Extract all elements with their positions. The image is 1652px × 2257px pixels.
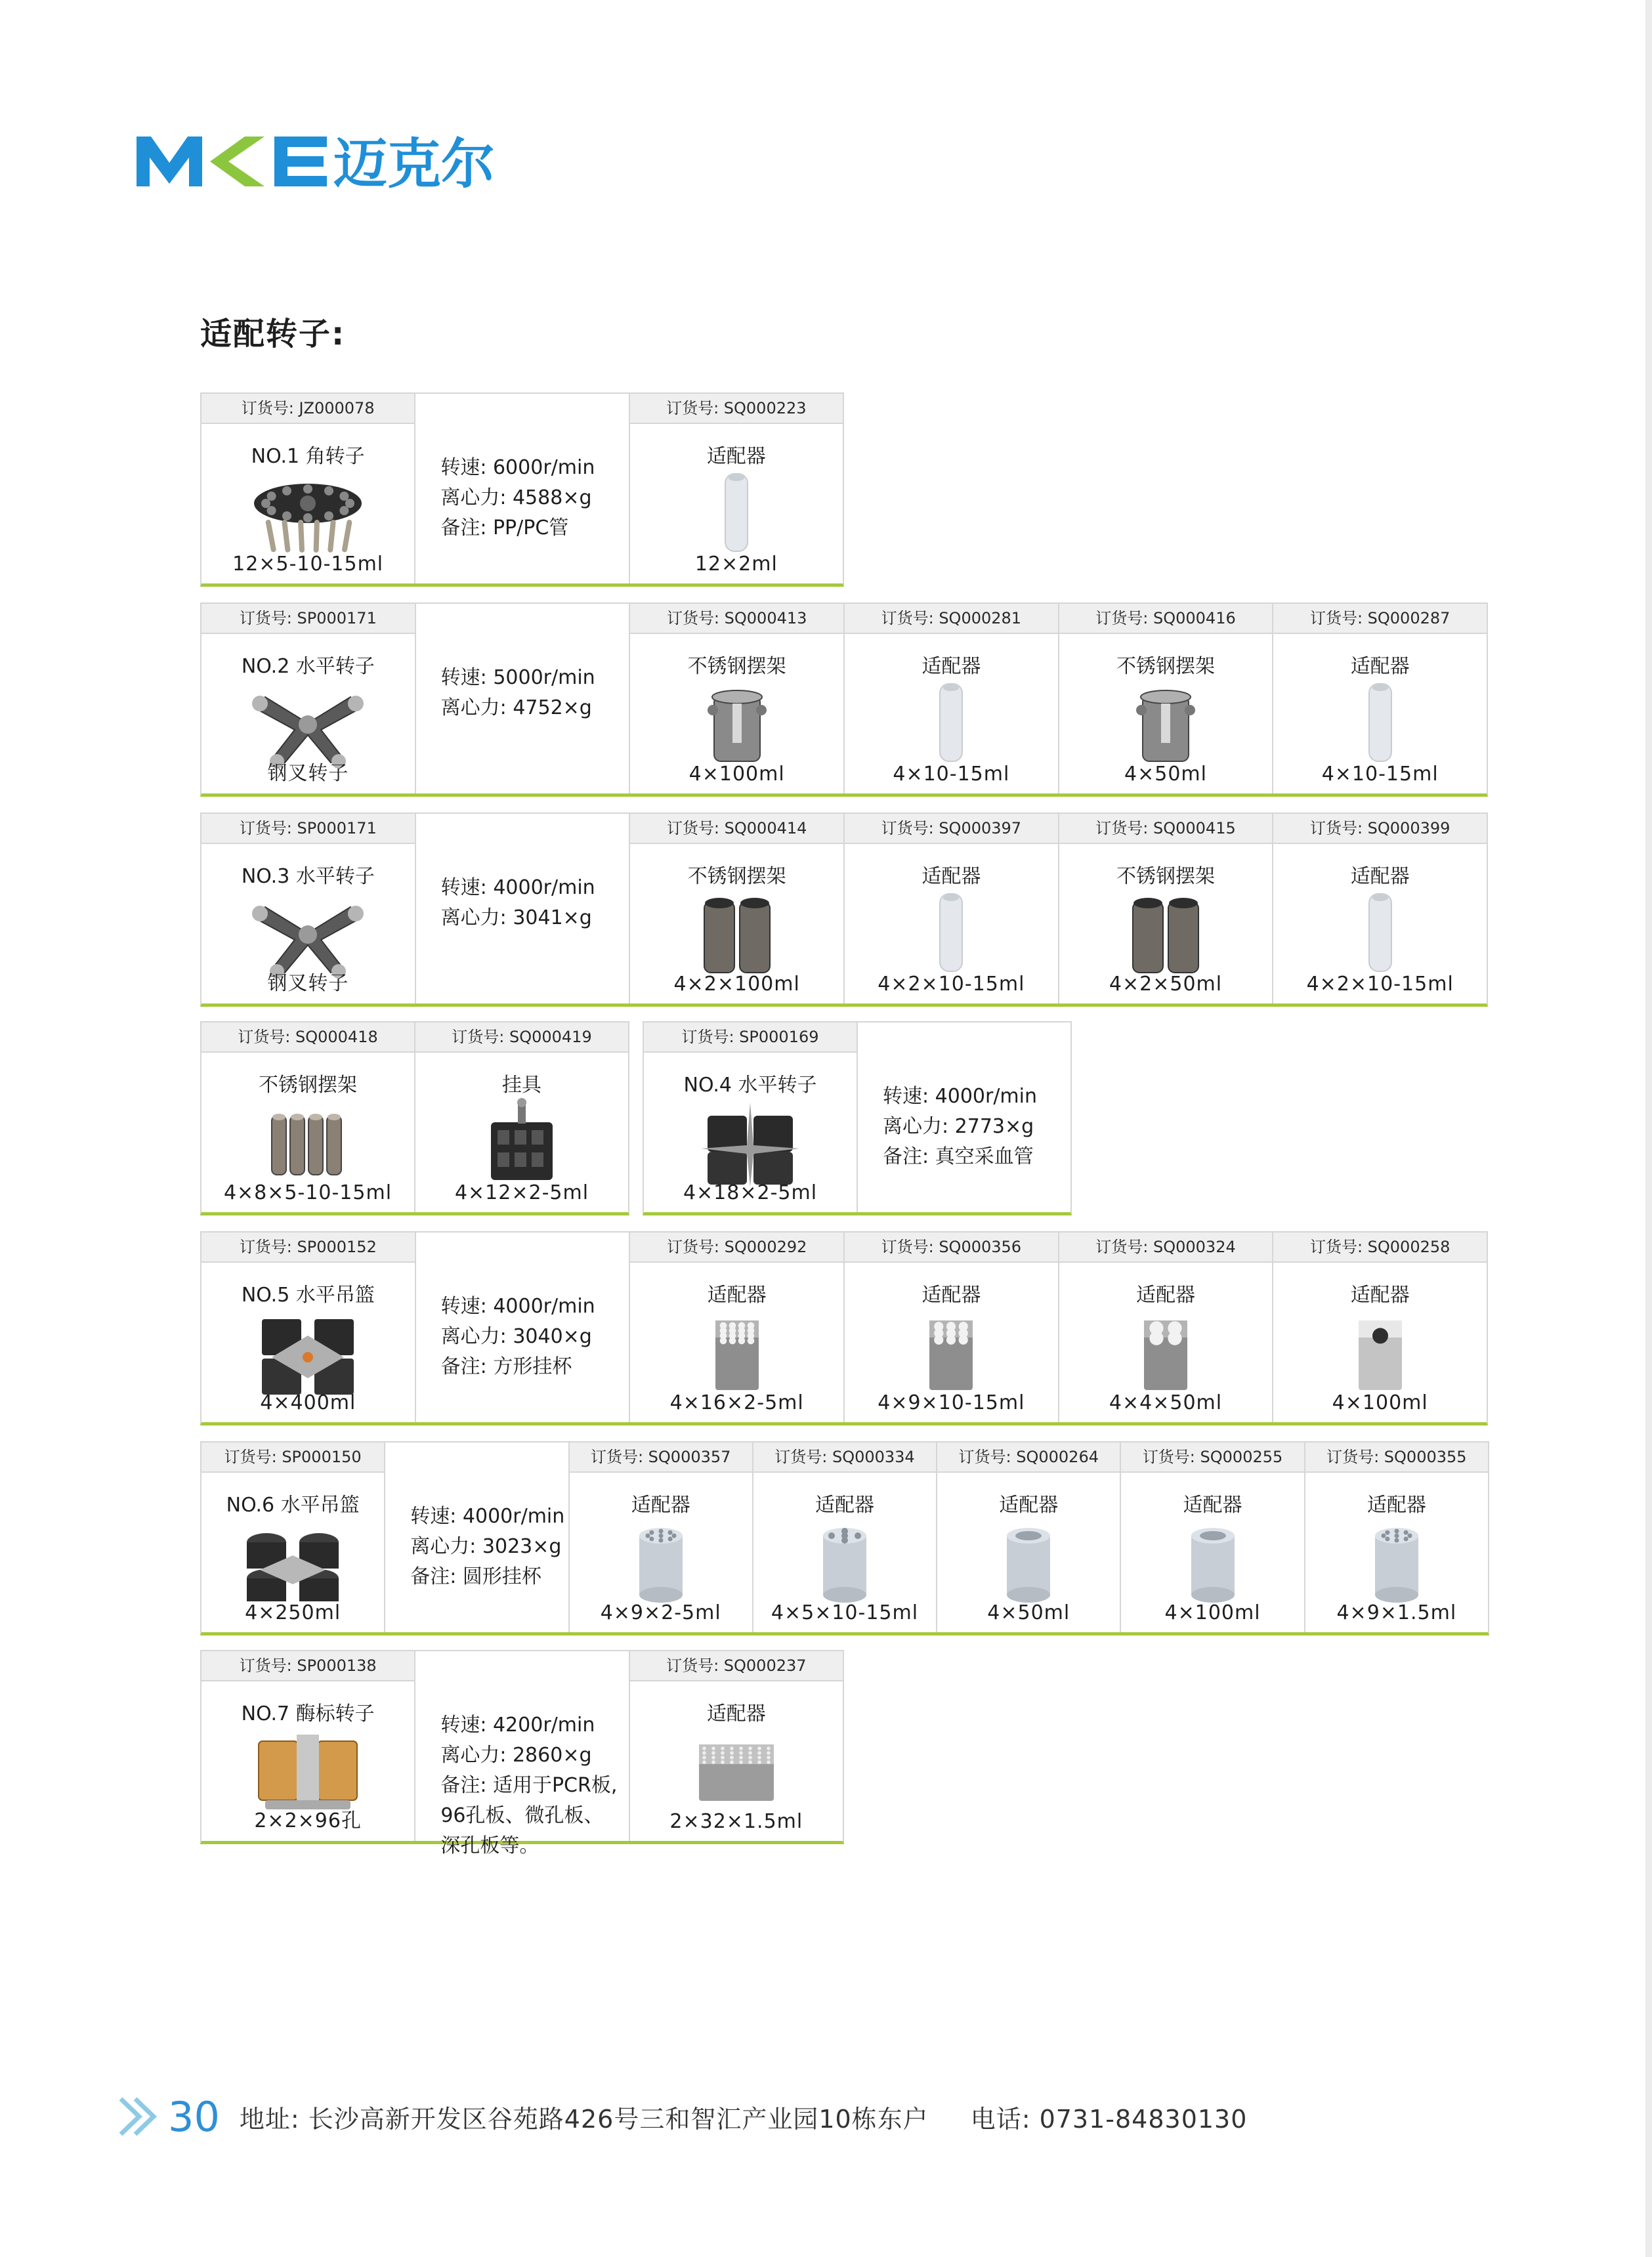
tube-adapter-icon — [674, 467, 799, 559]
product-name: 不锈钢摆架 — [687, 865, 786, 888]
rotor-specs — [414, 394, 628, 583]
accessory-item — [1058, 814, 1273, 1003]
multi-bucket-icon — [245, 1096, 370, 1188]
spec-line: 转速: 5000r/min — [440, 666, 595, 689]
accessory-item — [1304, 1443, 1488, 1632]
product-name: 适配器 — [1136, 1284, 1196, 1307]
accessory-item — [843, 604, 1058, 793]
product-name: NO.4 水平转子 — [683, 1074, 817, 1097]
product-name: 不锈钢摆架 — [1116, 655, 1216, 678]
accessory-item — [629, 1651, 843, 1841]
accessory-item — [1058, 1233, 1273, 1422]
order-number: 订货号: SP000171 — [201, 604, 415, 634]
spec-line: 备注: 方形挂杯 — [440, 1355, 572, 1378]
order-number: 订货号: SQ000292 — [630, 1233, 843, 1263]
product-name: 适配器 — [1366, 1494, 1426, 1517]
capacity-label: 2×2×96孔 — [254, 1809, 362, 1832]
spec-line: 备注: 真空采血管 — [883, 1145, 1034, 1168]
accessory-item — [629, 814, 843, 1003]
rotor-specs — [415, 1233, 629, 1422]
block-16-icon — [675, 1306, 799, 1398]
order-number: 订货号: SQ000324 — [1059, 1233, 1273, 1263]
accessory-item — [843, 814, 1058, 1003]
order-number: 订货号: SQ000415 — [1059, 814, 1273, 844]
order-number: 订货号: SQ000258 — [1273, 1233, 1487, 1263]
product-name: 适配器 — [921, 1284, 981, 1307]
rotor-specs — [415, 814, 629, 1003]
product-name: 适配器 — [1350, 1284, 1410, 1307]
product-name: 不锈钢摆架 — [259, 1074, 357, 1097]
capacity-label: 4×16×2-5ml — [669, 1391, 804, 1414]
order-number: 订货号: SQ000334 — [753, 1443, 936, 1473]
product-name: 适配器 — [1183, 1494, 1242, 1517]
cyl-1-icon — [1151, 1516, 1275, 1608]
product-name: NO.2 水平转子 — [241, 655, 375, 678]
product-name: NO.5 水平吊篮 — [241, 1284, 375, 1307]
capacity-label: 4×18×2-5ml — [683, 1181, 818, 1204]
order-number: 订货号: SQ000281 — [845, 604, 1058, 634]
product-name: 挂具 — [502, 1074, 541, 1097]
order-number: 订货号: SP000169 — [644, 1023, 857, 1053]
capacity-label: 4×2×10-15ml — [878, 973, 1025, 996]
angle-rotor-icon — [245, 467, 370, 559]
capacity-label: 2×32×1.5ml — [669, 1810, 803, 1833]
order-number: 订货号: SQ000416 — [1059, 604, 1273, 634]
rotor-cell — [201, 1233, 415, 1422]
footer-address: 地址: 长沙高新开发区谷苑路426号三和智汇产业园10栋东户 — [239, 2104, 929, 2134]
double-bucket-icon — [675, 887, 799, 979]
cyl-9-icon — [1334, 1516, 1459, 1608]
spec-line: 转速: 4000r/min — [440, 876, 595, 899]
plate-rotor-icon — [245, 1725, 370, 1817]
product-name: NO.7 酶标转子 — [241, 1702, 375, 1725]
product-name: 适配器 — [706, 445, 766, 468]
swing-rotor-icon — [245, 677, 370, 769]
accessory-item — [1272, 1233, 1487, 1422]
square-basket-rotor-icon — [245, 1306, 370, 1398]
accessory-item — [1272, 604, 1487, 793]
product-name: 适配器 — [921, 655, 981, 678]
steel-bucket-icon — [1103, 677, 1228, 769]
product-name: 适配器 — [707, 1284, 767, 1307]
tube-adapter-icon — [889, 887, 1013, 979]
spec-line: 备注: 适用于PCR板, — [440, 1774, 618, 1797]
product-name: 适配器 — [631, 1494, 690, 1517]
tube-adapter-icon — [1318, 677, 1443, 769]
rotor-cell — [201, 604, 415, 793]
capacity-label: 4×2×100ml — [673, 973, 800, 996]
rotor-card — [200, 602, 1488, 797]
order-number: 订货号: SP000138 — [201, 1651, 414, 1681]
spec-line: 离心力: 2773×g — [883, 1115, 1034, 1138]
rotor-card — [200, 1650, 844, 1857]
product-name: 适配器 — [1350, 865, 1410, 888]
rotor-cell — [201, 1443, 384, 1632]
order-number: 订货号: SQ000414 — [630, 814, 843, 844]
page-heading: 适配转子: — [200, 316, 346, 352]
block-1-icon — [1318, 1306, 1443, 1398]
capacity-label: 4×10-15ml — [1321, 763, 1439, 786]
order-number: 订货号: SQ000419 — [415, 1023, 628, 1053]
block-4-icon — [1103, 1306, 1228, 1398]
rotor-cell — [201, 814, 415, 1003]
rotor-card — [200, 1231, 1488, 1425]
page-number: 30 — [168, 2092, 220, 2141]
capacity-label: 4×50ml — [987, 1601, 1070, 1624]
accessory-item — [414, 1023, 628, 1212]
round-basket-rotor-icon — [230, 1516, 355, 1608]
order-number: 订货号: SQ000287 — [1273, 604, 1487, 634]
rotor-card — [643, 1021, 1072, 1215]
accessory-card — [200, 1021, 629, 1215]
rotor-cell — [201, 394, 414, 583]
order-number: 订货号: SQ000356 — [845, 1233, 1058, 1263]
rotor-cell — [644, 1023, 857, 1212]
product-name: 适配器 — [999, 1494, 1059, 1517]
accessory-item — [201, 1023, 414, 1212]
spec-line: 离心力: 3041×g — [440, 906, 592, 929]
product-name: NO.6 水平吊篮 — [226, 1494, 360, 1517]
product-name: 适配器 — [706, 1702, 766, 1725]
page-footer — [118, 2090, 1247, 2143]
capacity-label: 4×100ml — [688, 763, 785, 786]
spec-line: 离心力: 3040×g — [440, 1325, 592, 1348]
capacity-label: 4×2×10-15ml — [1306, 973, 1454, 996]
order-number: 订货号: SQ000223 — [630, 394, 843, 424]
order-number: 订货号: SP000152 — [201, 1233, 415, 1263]
spec-line: 深孔板等。 — [440, 1834, 540, 1857]
capacity-label: 4×4×50ml — [1109, 1391, 1223, 1414]
product-name: 适配器 — [921, 865, 981, 888]
swing-rotor-icon — [245, 887, 370, 979]
accessory-item — [568, 1443, 752, 1632]
mke-logo — [137, 129, 530, 194]
rotor-card — [200, 1441, 1489, 1635]
product-name: 不锈钢摆架 — [687, 655, 786, 678]
rotor-specs — [415, 604, 629, 793]
plate-block-icon — [674, 1725, 799, 1817]
accessory-item — [629, 1233, 843, 1422]
capacity-label: 4×2×50ml — [1109, 973, 1223, 996]
accessory-item — [752, 1443, 936, 1632]
order-number: 订货号: SQ000357 — [570, 1443, 752, 1473]
spec-line: 备注: 圆形挂杯 — [410, 1565, 541, 1588]
rotor-specs — [414, 1651, 628, 1857]
accessory-item — [1272, 814, 1487, 1003]
capacity-label: 4×250ml — [245, 1601, 341, 1624]
product-name: NO.1 角转子 — [251, 445, 365, 468]
product-name: 适配器 — [815, 1494, 874, 1517]
cyl-5-icon — [782, 1516, 907, 1608]
spec-line: 转速: 4000r/min — [883, 1085, 1038, 1108]
page-edge-shadow — [1645, 0, 1652, 2257]
spec-line: 离心力: 2860×g — [440, 1744, 592, 1767]
capacity-label: 4×50ml — [1124, 763, 1207, 786]
capacity-label: 4×5×10-15ml — [771, 1601, 919, 1624]
capacity-label: 4×9×2-5ml — [600, 1601, 721, 1624]
capacity-label: 12×2ml — [694, 553, 778, 576]
capacity-label: 4×100ml — [1164, 1601, 1261, 1624]
logo-chinese-text: 迈克尔 — [333, 133, 496, 194]
capacity-label: 4×10-15ml — [893, 763, 1010, 786]
order-number: 订货号: SQ000237 — [630, 1651, 843, 1681]
order-number: 订货号: SQ000397 — [845, 814, 1058, 844]
product-name: 不锈钢摆架 — [1116, 865, 1216, 888]
order-number: 订货号: SQ000399 — [1273, 814, 1487, 844]
steel-bucket-icon — [675, 677, 799, 769]
cross-rotor-icon — [688, 1096, 813, 1188]
capacity-label: 4×8×5-10-15ml — [223, 1181, 392, 1204]
accessory-item — [629, 394, 843, 583]
spec-line: 离心力: 4752×g — [440, 696, 592, 719]
tube-adapter-icon — [889, 677, 1013, 769]
rotor-specs — [384, 1443, 568, 1632]
cyl-1-icon — [966, 1516, 1091, 1608]
capacity-label: 4×9×10-15ml — [878, 1391, 1025, 1414]
spec-line: 96孔板、微孔板、 — [440, 1804, 604, 1827]
accessory-item — [843, 1233, 1058, 1422]
product-name: 适配器 — [1350, 655, 1410, 678]
spec-line: 备注: PP/PC管 — [440, 517, 569, 539]
capacity-label: 钢叉转子 — [267, 972, 349, 995]
capacity-label: 4×400ml — [260, 1391, 356, 1414]
footer-phone: 电话: 0731-84830130 — [970, 2104, 1248, 2134]
block-9-icon — [889, 1306, 1013, 1398]
rotor-cell — [201, 1651, 414, 1841]
capacity-label: 12×5-10-15ml — [232, 553, 384, 576]
accessory-item — [629, 604, 843, 793]
spec-line: 离心力: 4588×g — [440, 486, 592, 509]
cyl-9-icon — [599, 1516, 723, 1608]
order-number: 订货号: SP000150 — [201, 1443, 384, 1473]
order-number: 订货号: SQ000355 — [1305, 1443, 1488, 1473]
accessory-item — [1058, 604, 1273, 793]
order-number: 订货号: SQ000264 — [937, 1443, 1120, 1473]
capacity-label: 4×12×2-5ml — [454, 1181, 589, 1204]
accessory-item — [1120, 1443, 1303, 1632]
accessory-item — [936, 1443, 1120, 1632]
capacity-label: 4×100ml — [1332, 1391, 1428, 1414]
spec-line: 转速: 4200r/min — [440, 1714, 595, 1737]
spec-line: 转速: 4000r/min — [410, 1505, 565, 1528]
double-bucket-icon — [1103, 887, 1228, 979]
rotor-specs — [857, 1023, 1070, 1212]
order-number: 订货号: SP000171 — [201, 814, 415, 844]
product-name: NO.3 水平转子 — [241, 865, 375, 888]
spec-line: 转速: 4000r/min — [440, 1295, 595, 1318]
spec-line: 离心力: 3023×g — [410, 1535, 562, 1558]
tube-adapter-icon — [1318, 887, 1443, 979]
rotor-card — [200, 812, 1488, 1007]
capacity-label: 钢叉转子 — [267, 762, 349, 785]
order-number: 订货号: JZ000078 — [201, 394, 414, 424]
capacity-label: 4×9×1.5ml — [1336, 1601, 1457, 1624]
order-number: 订货号: SQ000255 — [1121, 1443, 1303, 1473]
order-number: 订货号: SQ000418 — [201, 1023, 414, 1053]
spec-line: 转速: 6000r/min — [440, 456, 595, 479]
order-number: 订货号: SQ000413 — [630, 604, 843, 634]
rotor-card — [200, 392, 844, 587]
hanger-icon — [459, 1096, 584, 1188]
double-chevron-icon — [118, 2094, 164, 2140]
